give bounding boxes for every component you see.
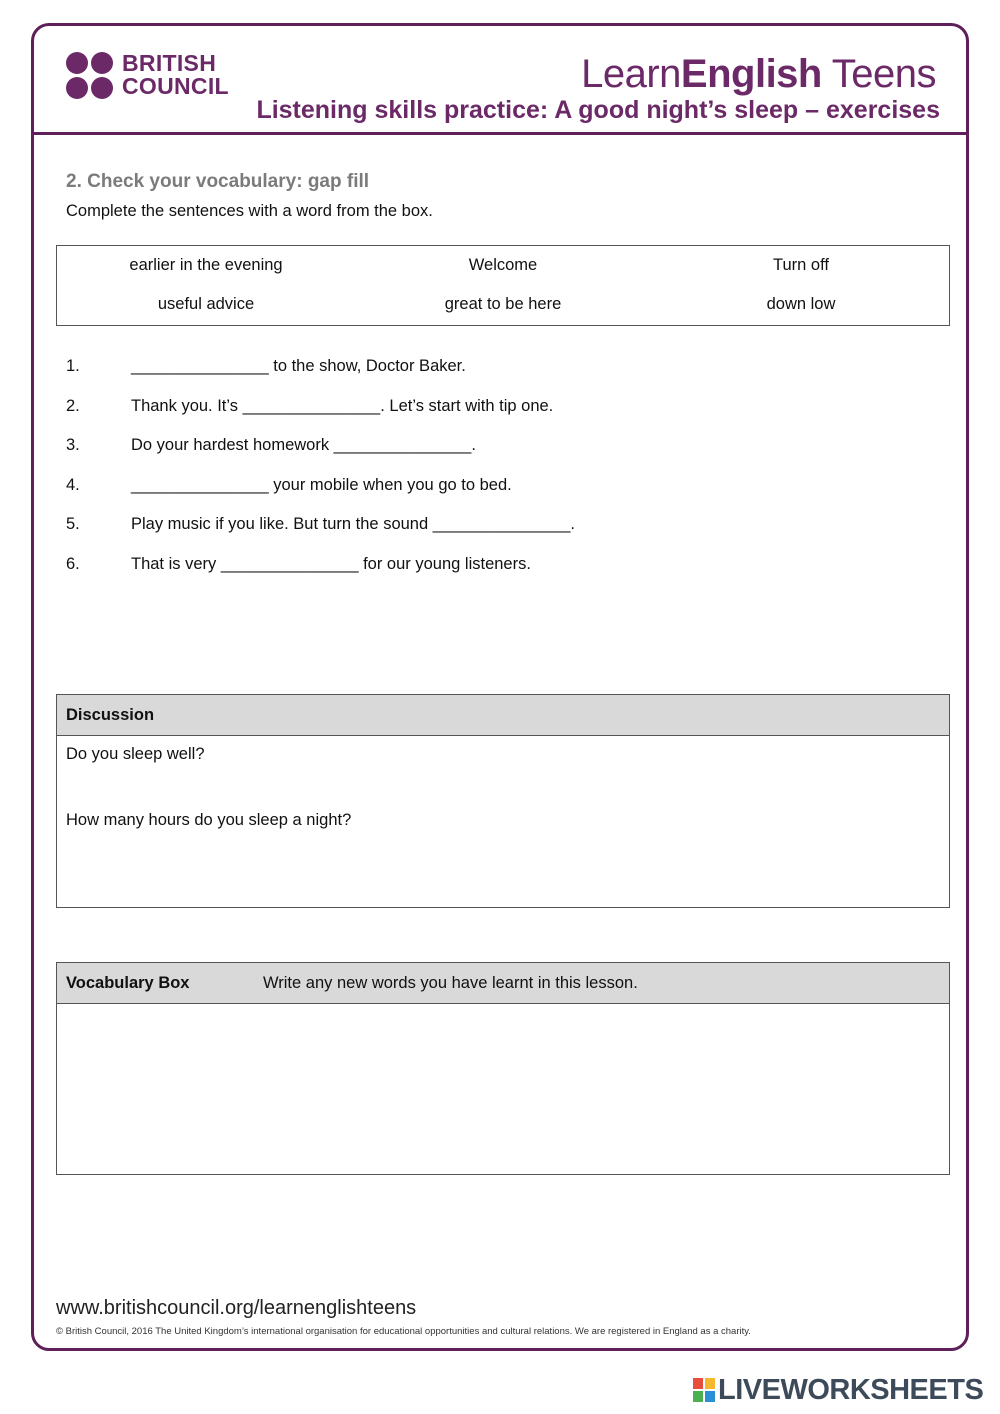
- learnenglish-teens-logo: LearnEnglish Teens: [581, 52, 936, 96]
- word-box-item: down low: [766, 295, 836, 313]
- sentence-number: 5.: [66, 515, 80, 533]
- word-box-item: Turn off: [773, 256, 829, 274]
- word-box-item: Welcome: [468, 256, 538, 274]
- footer-url[interactable]: www.britishcouncil.org/learnenglishteens: [56, 1297, 417, 1319]
- sentence-text: That is very _______________ for our young listeners.: [131, 555, 531, 573]
- sentence-number: 2.: [66, 397, 80, 415]
- word-box: [56, 245, 950, 326]
- vocabulary-header: [57, 963, 949, 1004]
- header-divider: [31, 132, 969, 135]
- vocabulary-box[interactable]: [56, 962, 950, 1175]
- discussion-question: Do you sleep well?: [66, 745, 205, 763]
- sentence-number: 4.: [66, 476, 80, 494]
- discussion-question: How many hours do you sleep a night?: [66, 811, 352, 829]
- discussion-box: [56, 694, 950, 908]
- sentence-text: _______________ your mobile when you go to bed.: [131, 476, 512, 494]
- section-instruction: Complete the sentences with a word from the box.: [66, 202, 433, 220]
- footer-copyright: © British Council, 2016 The United Kingdom’s international organisation for educational opportunities and cultural relations. We are registered in England as a charity.: [56, 1326, 751, 1337]
- word-box-item: earlier in the evening: [129, 256, 283, 274]
- section-title: 2. Check your vocabulary: gap fill: [66, 171, 370, 192]
- sentence-text: _______________ to the show, Doctor Baker.: [131, 357, 466, 375]
- discussion-header: [57, 695, 949, 736]
- sentence-text: Do your hardest homework _______________.: [131, 436, 476, 454]
- sentence-number: 3.: [66, 436, 80, 454]
- british-council-logo: [66, 52, 236, 102]
- british-council-dots-icon: [66, 52, 116, 102]
- sentence-text: Play music if you like. But turn the sound _______________.: [131, 515, 575, 533]
- word-box-item: useful advice: [157, 295, 255, 313]
- discussion-heading: Discussion: [66, 706, 155, 724]
- british-council-wordmark: BRITISH COUNCIL: [122, 50, 229, 99]
- vocabulary-heading: Vocabulary Box: [66, 974, 190, 992]
- liveworksheets-icon: [693, 1378, 715, 1402]
- liveworksheets-wordmark: LIVEWORKSHEETS: [718, 1374, 984, 1406]
- vocabulary-instruction: Write any new words you have learnt in this lesson.: [263, 974, 638, 992]
- sentence-number: 1.: [66, 357, 80, 375]
- sentence-number: 6.: [66, 555, 80, 573]
- document-title: Listening skills practice: A good night’s sleep – exercises: [256, 96, 940, 124]
- sentence-text: Thank you. It’s _______________. Let’s start with tip one.: [131, 397, 554, 415]
- word-box-item: great to be here: [444, 295, 562, 313]
